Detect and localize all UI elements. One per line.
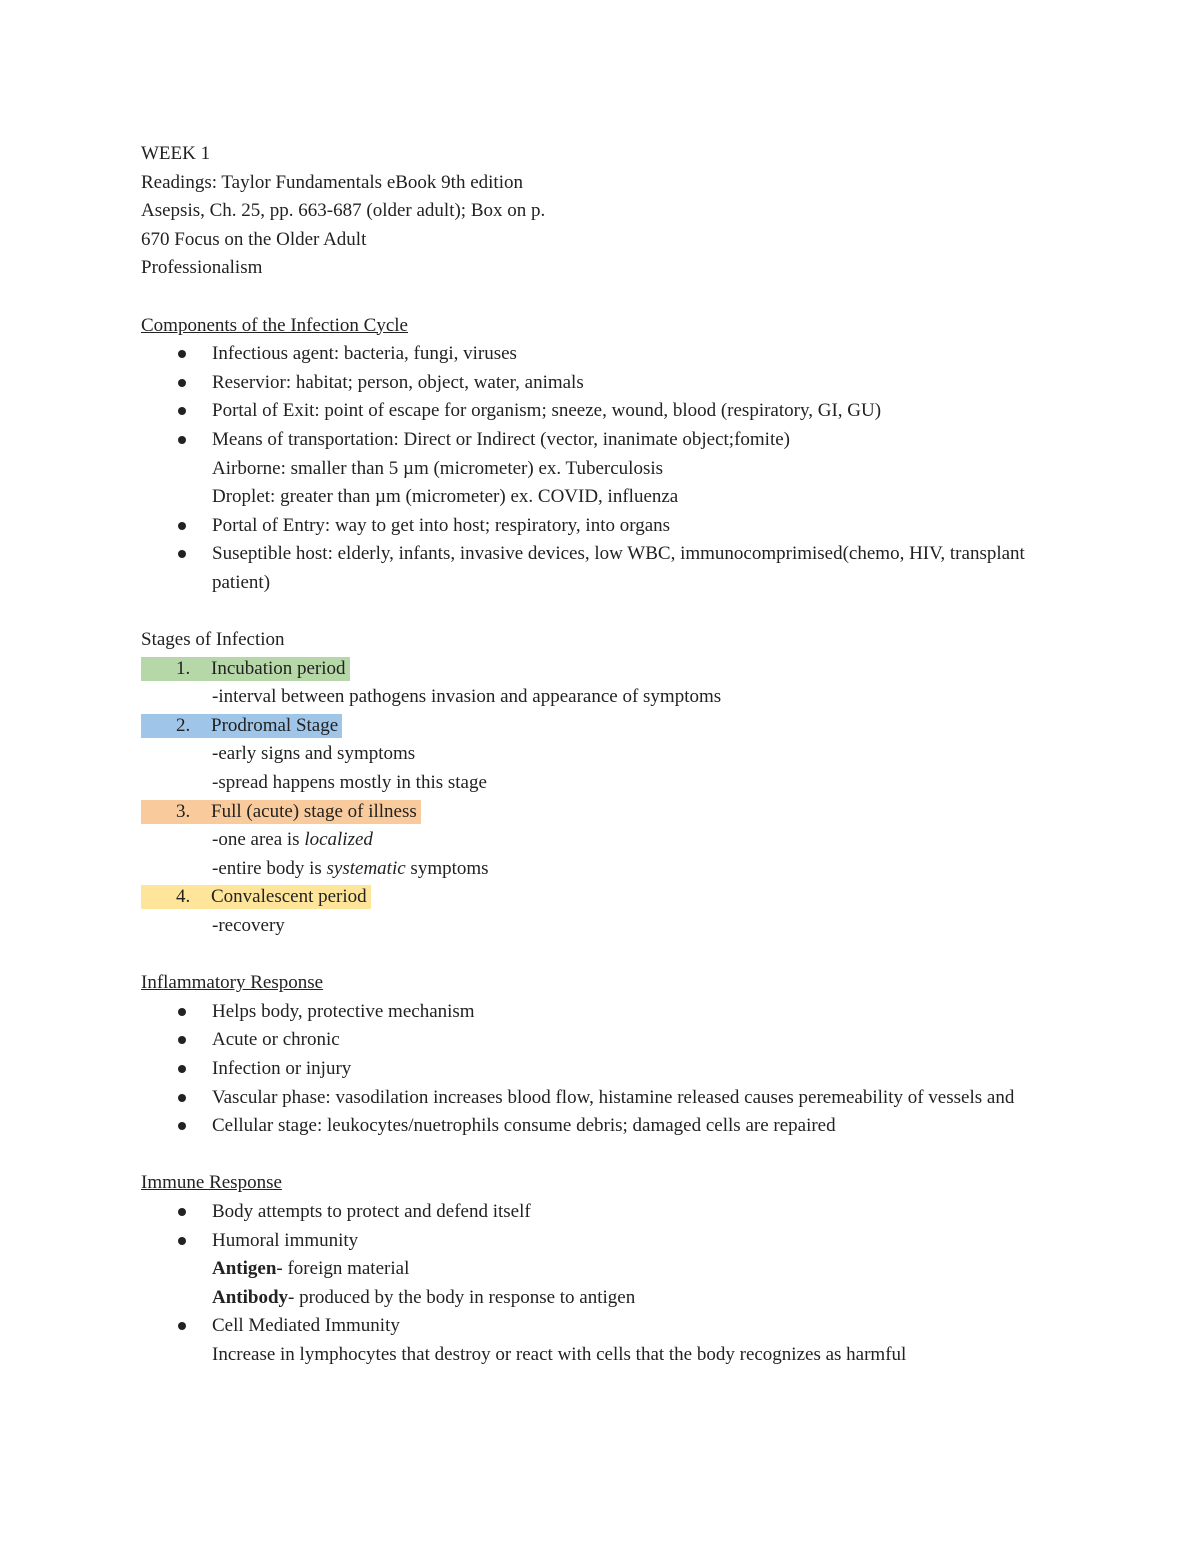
inflammatory-heading: Inflammatory Response [141,972,324,994]
bullet-icon [178,436,186,444]
list-item: Humoral immunity [141,1227,1061,1256]
list-item: Body attempts to protect and defend itself [141,1198,1061,1227]
immune-list [141,1198,1061,1370]
week-title: WEEK 1 [141,143,211,164]
acute-note: -one area is localized [212,829,373,851]
list-item: Acute or chronic [141,1026,1061,1055]
prodromal-note: -spread happens mostly in this stage [212,772,487,794]
infection-cycle-list [141,340,1061,597]
bullet-icon [178,407,186,415]
bullet-icon [178,1322,186,1330]
bullet-icon [178,1208,186,1216]
list-item: Cellular stage: leukocytes/nuetrophils consume debris; damaged cells are repaired [141,1112,1061,1141]
inflammatory-list [141,998,1061,1141]
document-page [141,140,1061,1370]
asepsis-line: Asepsis, Ch. 25, pp. 663-687 (older adult); Box on p. [141,200,546,222]
stages-heading: Stages of Infection [141,629,285,651]
bullet-icon [178,550,186,558]
stage-convalescent: 4. Convalescent period [141,883,1061,912]
list-item: Infectious agent: bacteria, fungi, viruses [141,340,1061,369]
bullet-icon [178,379,186,387]
bullet-icon [178,1036,186,1044]
bullet-icon [178,1094,186,1102]
bullet-icon [178,350,186,358]
list-item: Reservior: habitat; person, object, water, animals [141,369,1061,398]
antigen-note: Antigen- foreign material [212,1258,410,1280]
droplet-note: Droplet: greater than µm (micrometer) ex. COVID, influenza [212,486,679,508]
cell-mediated-note: Increase in lymphocytes that destroy or react with cells that the body recognizes as harmful [212,1343,907,1365]
bullet-icon [178,522,186,530]
professionalism-line: Professionalism [141,257,263,279]
list-item: Cell Mediated Immunity [141,1312,1061,1341]
stage-prodromal: 2. Prodromal Stage [141,712,1061,741]
acute-note: -entire body is systematic symptoms [212,857,489,879]
list-item: Suseptible host: elderly, infants, invasive devices, low WBC, immunocomprimised(chemo, HIV, transplant patient) [141,540,1072,597]
stage-acute: 3. Full (acute) stage of illness [141,798,1061,827]
list-item: Portal of Entry: way to get into host; respiratory, into organs [141,512,1061,541]
list-item: Means of transportation: Direct or Indirect (vector, inanimate object;fomite) [141,426,1061,455]
list-item: Helps body, protective mechanism [141,998,1061,1027]
focus-line: 670 Focus on the Older Adult [141,228,367,250]
bullet-icon [178,1122,186,1130]
immune-heading: Immune Response [141,1172,282,1194]
bullet-icon [178,1065,186,1073]
incubation-note: -interval between pathogens invasion and appearance of symptoms [212,686,722,708]
prodromal-note: -early signs and symptoms [212,743,416,765]
bullet-icon [178,1237,186,1245]
antibody-note: Antibody- produced by the body in response to antigen [212,1286,636,1308]
list-item: Vascular phase: vasodilation increases blood flow, histamine released causes peremeability of vessels and [141,1084,1032,1113]
stage-incubation: 1. Incubation period [141,655,1061,684]
airborne-note: Airborne: smaller than 5 µm (micrometer) ex. Tuberculosis [212,457,664,479]
bullet-icon [178,1008,186,1016]
list-item: Infection or injury [141,1055,1061,1084]
stages-list [141,655,1061,941]
list-item: Portal of Exit: point of escape for organism; sneeze, wound, blood (respiratory, GI, GU) [141,397,1061,426]
infection-cycle-heading: Components of the Infection Cycle [141,314,408,336]
convalescent-note: -recovery [212,915,285,937]
readings-line: Readings: Taylor Fundamentals eBook 9th edition [141,171,523,193]
